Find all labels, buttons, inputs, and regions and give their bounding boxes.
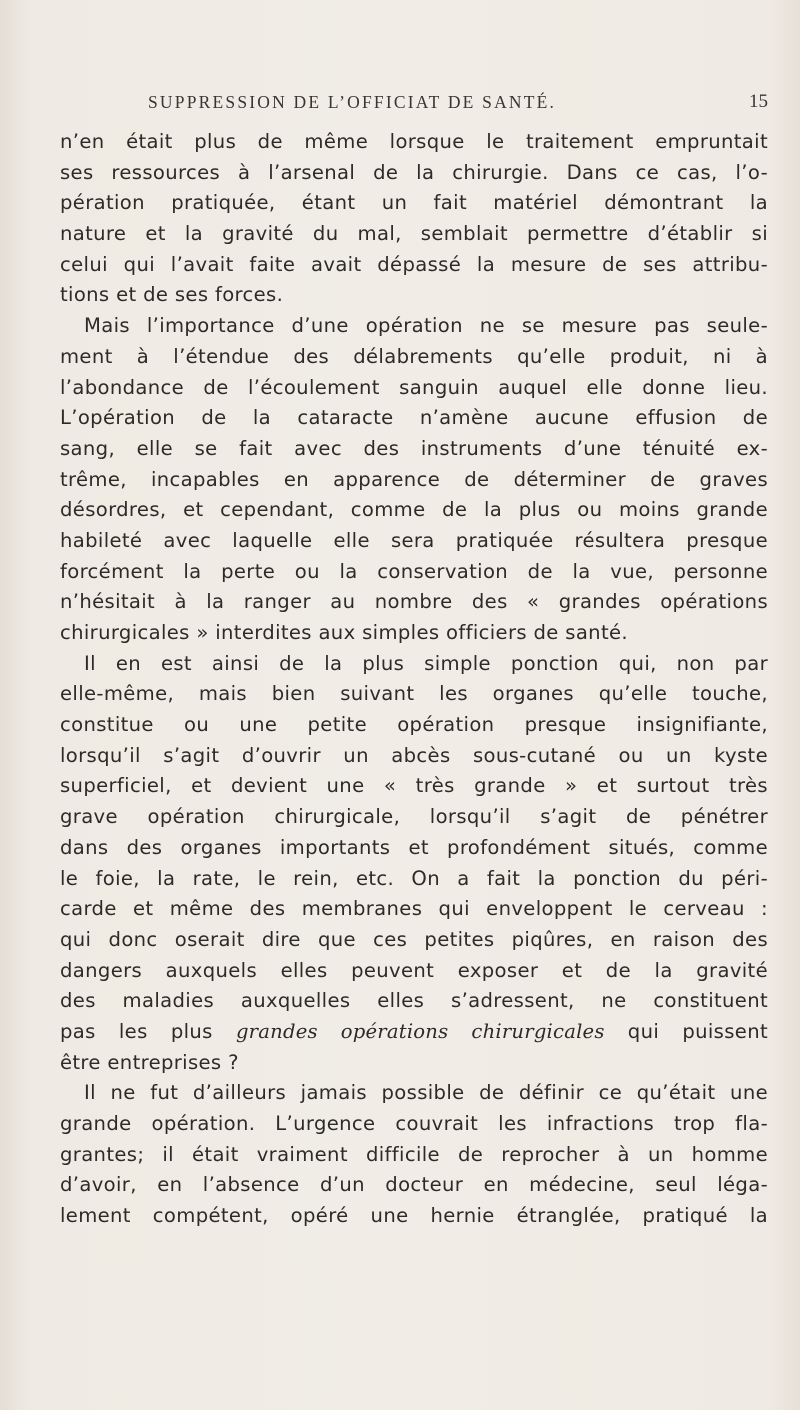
text-line: ment à l’étendue des délabrements qu’elle produit, ni à xyxy=(60,344,768,368)
text-line: sang, elle se fait avec des instruments d’une ténuité ex- xyxy=(60,436,768,460)
text-line: qui donc oserait dire que ces petites piqûres, en raison des xyxy=(60,927,768,951)
text-line: lement compétent, opéré une hernie étranglée, pratiqué la xyxy=(60,1204,768,1228)
text-line: grantes; il était vraiment difficile de reprocher à un homme xyxy=(60,1142,768,1166)
text-line: L’opération de la cataracte n’amène aucune effusion de xyxy=(60,406,768,430)
paragraph-3 xyxy=(60,649,768,1079)
paragraph-2 xyxy=(60,311,768,649)
paragraph-4 xyxy=(60,1078,768,1231)
text-line: Il en est ainsi de la plus simple ponction qui, non par xyxy=(84,651,768,675)
text-line: celui qui l’avait faite avait dépassé la mesure de ses attribu- xyxy=(60,252,768,276)
text-line: être entreprises ? xyxy=(60,1050,239,1074)
text-line: ses ressources à l’arsenal de la chirurgie. Dans ce cas, l’o- xyxy=(60,160,768,184)
text-line: le foie, la rate, le rein, etc. On a fait la ponction du péri- xyxy=(60,866,768,890)
text-line: carde et même des membranes qui enveloppent le cerveau : xyxy=(60,897,768,921)
text-line: l’abondance de l’écoulement sanguin auquel elle donne lieu. xyxy=(60,375,768,399)
text-line: des maladies auxquelles elles s’adressent, ne constituent xyxy=(60,989,768,1013)
text-line: grande opération. L’urgence couvrait les infractions trop fla- xyxy=(60,1112,768,1135)
text-line: Il ne fut d’ailleurs jamais possible de définir ce qu’était une xyxy=(84,1081,768,1105)
text-line: trême, incapables en apparence de déterminer de graves xyxy=(60,467,768,491)
text-line: n’en était plus de même lorsque le traitement empruntait xyxy=(60,130,768,153)
text-line: Mais l’importance d’une opération ne se mesure pas seule- xyxy=(84,314,768,338)
text-line: constitue ou une petite opération presque insignifiante, xyxy=(60,713,768,737)
text-line-with-italic xyxy=(60,1017,768,1048)
paragraph-1 xyxy=(60,127,768,311)
text-line: dangers auxquels elles peuvent exposer et de la gravité xyxy=(60,958,768,982)
text-line: superficiel, et devient une « très grande » et surtout très xyxy=(60,774,768,798)
text-line: elle-même, mais bien suivant les organes qu’elle touche, xyxy=(60,682,768,706)
text-line: tions et de ses forces. xyxy=(60,283,284,307)
text-line: chirurgicales » interdites aux simples officiers de santé. xyxy=(60,621,628,644)
italic-phrase: grandes opérations chirurgicales xyxy=(235,1019,605,1043)
text-line: nature et la gravité du mal, semblait permettre d’établir si xyxy=(60,222,768,246)
text-line: désordres, et cependant, comme de la plus ou moins grande xyxy=(60,498,768,522)
italic-line-after: qui puissent xyxy=(604,1019,769,1043)
text-line: grave opération chirurgicale, lorsqu’il s’agit de pénétrer xyxy=(60,805,768,829)
text-line: pération pratiquée, étant un fait matériel démontrant la xyxy=(60,191,768,215)
text-line: dans des organes importants et profondément situés, comme xyxy=(60,835,768,859)
running-header xyxy=(58,92,768,116)
text-line: forcément la perte ou la conservation de la vue, personne xyxy=(60,559,768,583)
text-line: n’hésitait à la ranger au nombre des « grandes opérations xyxy=(60,590,768,614)
running-title: SUPPRESSION DE L’OFFICIAT DE SANTÉ. xyxy=(148,92,557,112)
page-number: 15 xyxy=(749,91,768,112)
text-line: habileté avec laquelle elle sera pratiquée résultera presque xyxy=(60,528,768,552)
body-text xyxy=(60,127,768,1232)
italic-line-before: pas les plus xyxy=(60,1019,236,1043)
text-line: d’avoir, en l’absence d’un docteur en médecine, seul léga- xyxy=(60,1173,768,1197)
text-line: lorsqu’il s’agit d’ouvrir un abcès sous-cutané ou un kyste xyxy=(60,743,768,767)
